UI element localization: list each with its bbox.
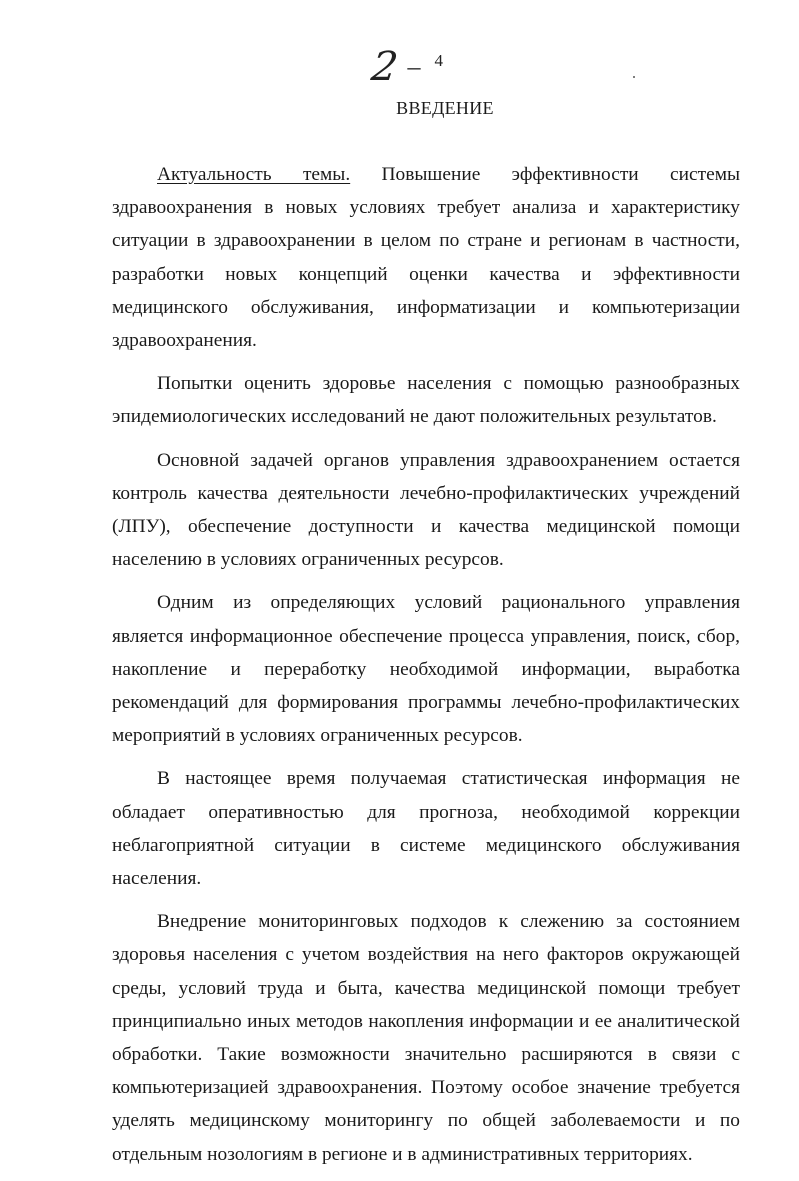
paragraph-statistics: В настоящее время получаемая статистическая информация не обладает оперативностью для прогноза, необходимой коррекции неблагоприятной ситуации в системе медицинского обслуживания населения. [112, 768, 740, 890]
document-body [112, 158, 740, 1181]
paragraph-relevance [112, 158, 740, 357]
page-number: 4 [434, 51, 443, 70]
relevance-heading: Актуальность темы. [157, 164, 351, 185]
paragraph-management-task: Основной задачей органов управления здравоохранением остается контроль качества деятельности лечебно-профилактических учреждений (ЛПУ), обеспечение доступности и качества медицинской помощи населению в условиях ограниченных ресурсов. [112, 449, 740, 571]
page-title: ВВЕДЕНИЕ [396, 98, 494, 118]
handwritten-page-mark: 2 [368, 44, 401, 90]
page-number-dash: – [407, 52, 421, 81]
page-number-header [368, 42, 443, 92]
paragraph-information-support: Одним из определяющих условий рационального управления является информационное обеспечение процесса управления, поиск, сбор, накопление и переработку необходимой информации, выработка рекомендаций для формирования программы лечебно-профилактических мероприятий в условиях ограниченных ресурсов. [112, 592, 740, 747]
scan-speck [633, 76, 635, 78]
relevance-text: Повышение эффективности системы здравоохранения в новых условиях требует анализа и характеристику ситуации в здравоохранении в целом по стране и регионам в частности, разработки новых концепций оценки качества и эффективности медицинского обслуживания, информатизации и компьютеризации здравоохранения. [112, 164, 740, 352]
paragraph-monitoring: Внедрение мониторинговых подходов к слежению за состоянием здоровья населения с учетом воздействия на него факторов окружающей среды, условий труда и быта, качества медицинской помощи требует принципиально иных методов накопления информации и ее аналитической обработки. Такие возможности значительно расширяются в связи с компьютеризацией здравоохранения. Поэтому особое значение требуется уделять медицинскому мониторингу по общей заболеваемости и по отдельным нозологиям в регионе и в административных территориях. [112, 911, 740, 1165]
paragraph-epidemiology: Попытки оценить здоровье населения с помощью разнообразных эпидемиологических исследований не дают положительных результатов. [112, 373, 740, 428]
